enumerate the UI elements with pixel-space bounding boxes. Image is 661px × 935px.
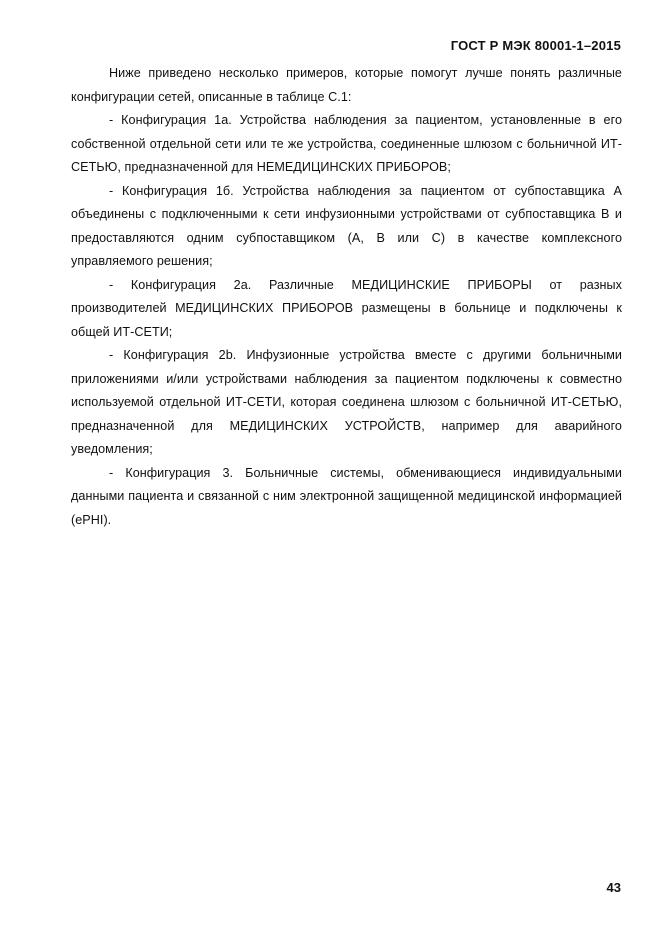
standard-header: ГОСТ Р МЭК 80001-1–2015 [450,38,621,53]
configuration-2a-paragraph: - Конфигурация 2а. Различные МЕДИЦИНСКИЕ ПРИБОРЫ от разных производителей МЕДИЦИНСКИХ ПРИБОРОВ размещены в больнице и подключены к общей ИТ-СЕТИ; [71,277,622,339]
page-number: 43 [606,880,621,895]
intro-paragraph: Ниже приведено несколько примеров, которые помогут лучше понять различные конфигурации сетей, описанные в таблице С.1: [71,66,622,104]
configuration-1b-paragraph: - Конфигурация 1б. Устройства наблюдения за пациентом от субпоставщика А объединены с подключенными к сети инфузионными устройствами от субпоставщика В и предоставляются одним субпоставщиком (А, В или С) в качестве комплексного управляемого решения; [71,183,622,268]
document-body [71,62,622,532]
configuration-2b-paragraph: - Конфигурация 2b. Инфузионные устройства вместе с другими больничными приложениями и/или устройствами наблюдения за пациентом подключены к совместно используемой отдельной ИТ-СЕТИ, которая соединена шлюзом с больничной ИТ-СЕТЬЮ, предназначенной для МЕДИЦИНСКИХ УСТРОЙСТВ, например для аварийного уведомления; [71,348,622,456]
configuration-1a-paragraph: - Конфигурация 1а. Устройства наблюдения за пациентом, установленные в его собственной отдельной сети или те же устройства, соединенные шлюзом с больничной ИТ-СЕТЬЮ, предназначенной для НЕМЕДИЦИНСКИХ ПРИБОРОВ; [71,113,622,174]
configuration-3-paragraph: - Конфигурация 3. Больничные системы, обменивающиеся индивидуальными данными пациента и связанной с ним электронной защищенной медицинской информацией (ePHI). [71,465,622,527]
